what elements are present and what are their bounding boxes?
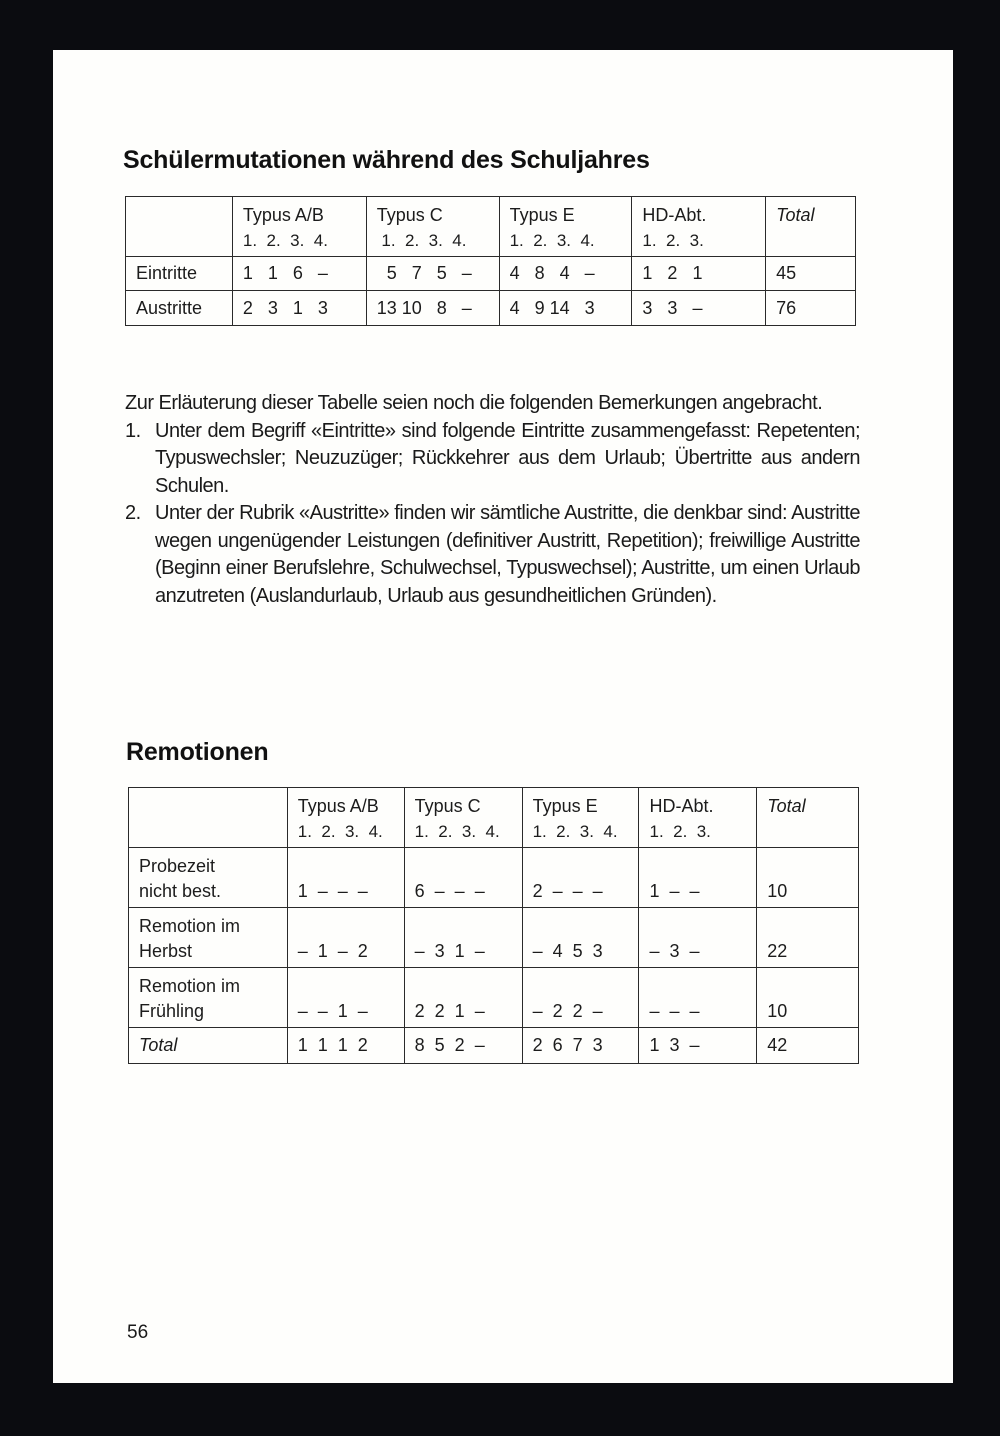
note-item-1 (125, 418, 860, 501)
page-number: 56 (127, 1322, 149, 1343)
cell-value: – 4 5 3 (522, 908, 639, 968)
cell-value: – 3 1 – (404, 908, 522, 968)
cell-value: 1 – – – (287, 848, 404, 908)
cell-value: 2 2 1 – (404, 968, 522, 1028)
cell-total: 22 (757, 908, 859, 968)
remotionen-table (128, 787, 859, 1064)
header-typus-ab (287, 788, 404, 848)
column-sub-label: 1. 2. 3. 4. (532, 822, 618, 841)
column-group-label: Typus C (376, 205, 443, 225)
row-label: Total (129, 1028, 288, 1064)
row-label-line: Probezeit (139, 856, 216, 876)
header-typus-c (366, 197, 499, 257)
note-text: Unter dem Begriff «Eintritte» sind folgende Eintritte zusammengefasst: Repetenten; Typuswechsler; Neuzuzüger; Rückkehrer aus dem Urlaub; Übertritte aus andern Schulen. (155, 419, 860, 497)
cell-value: – – – (639, 968, 757, 1028)
notes-list (125, 418, 860, 611)
column-sub-label: 1. 2. 3. 4. (509, 231, 595, 250)
note-item-2 (125, 500, 860, 610)
column-group-label: Total (776, 205, 815, 225)
row-label: Eintritte (126, 257, 233, 291)
cell-value: 1 3 – (639, 1028, 757, 1064)
cell-value: – 3 – (639, 908, 757, 968)
table-row-probezeit (129, 848, 859, 908)
cell-value: 4 9 14 3 (499, 291, 632, 326)
note-number: 2. (125, 502, 141, 524)
notes-block (125, 390, 860, 610)
column-sub-label: 1. 2. 3. (642, 231, 704, 250)
cell-total: 10 (757, 968, 859, 1028)
row-label-line: Remotion im (139, 976, 241, 996)
cell-value: 6 – – – (404, 848, 522, 908)
cell-value: 2 – – – (522, 848, 639, 908)
table-row-eintritte (126, 257, 856, 291)
cell-total: 10 (757, 848, 859, 908)
column-group-label: Total (767, 796, 806, 816)
cell-value: 2 6 7 3 (522, 1028, 639, 1064)
cell-value: 3 3 – (632, 291, 766, 326)
cell-total: 42 (757, 1028, 859, 1064)
cell-value: 8 5 2 – (404, 1028, 522, 1064)
header-typus-c (404, 788, 522, 848)
cell-value: – 2 2 – (522, 968, 639, 1028)
header-typus-ab (232, 197, 366, 257)
note-number: 1. (125, 419, 141, 442)
column-sub-label: 1. 2. 3. (649, 822, 711, 841)
section-title-schuelermutationen: Schülermutationen während des Schuljahres (123, 146, 650, 174)
cell-value: 1 – – (639, 848, 757, 908)
header-typus-e (499, 197, 632, 257)
cell-value: 13 10 8 – (366, 291, 499, 326)
row-label-line: Herbst (139, 941, 193, 961)
table-row-remotion-herbst (129, 908, 859, 968)
header-total (757, 788, 859, 848)
cell-value: 1 1 6 – (232, 257, 366, 291)
table-row-austritte (126, 291, 856, 326)
column-group-label: HD-Abt. (642, 205, 707, 225)
column-group-label: Typus E (532, 796, 598, 816)
column-group-label: Typus C (414, 796, 481, 816)
header-empty-cell (129, 788, 288, 848)
header-total (766, 197, 856, 257)
cell-value: 2 3 1 3 (232, 291, 366, 326)
cell-value: 1 2 1 (632, 257, 766, 291)
row-label: Austritte (126, 291, 233, 326)
cell-value: 4 8 4 – (499, 257, 632, 291)
column-sub-label: 1. 2. 3. 4. (242, 231, 328, 250)
row-label-line: nicht best. (139, 881, 222, 901)
header-hd-abt (632, 197, 766, 257)
table-header-row (126, 197, 856, 257)
table-header-row (129, 788, 859, 848)
header-typus-e (522, 788, 639, 848)
column-group-label: HD-Abt. (649, 796, 714, 816)
note-text: Unter der Rubrik «Austritte» finden wir sämtliche Austritte, die denkbar sind: Austritte wegen ungenügender Leistungen (definitiver Austritt, Repetition); freiwillige Austritte (Beginn einer Berufslehre, Schulwechsel, Typuswechsel); Austritte, um einen Urlaub anzutreten (Auslandurlaub, Urlaub aus gesundheitlichen Gründen). (155, 502, 860, 607)
row-label (129, 968, 288, 1028)
column-group-label: Typus E (509, 205, 575, 225)
row-label (129, 908, 288, 968)
column-sub-label: 1. 2. 3. 4. (376, 231, 467, 250)
header-hd-abt (639, 788, 757, 848)
cell-value: 1 1 1 2 (287, 1028, 404, 1064)
cell-value: – 1 – 2 (287, 908, 404, 968)
section-title-remotionen: Remotionen (126, 738, 269, 766)
row-label-line: Remotion im (139, 916, 241, 936)
document-page (53, 50, 953, 1383)
column-sub-label: 1. 2. 3. 4. (297, 822, 383, 841)
mutations-table (125, 196, 856, 326)
table-row-remotion-fruehling (129, 968, 859, 1028)
header-empty-cell (126, 197, 233, 257)
column-group-label: Typus A/B (297, 796, 379, 816)
cell-value: 5 7 5 – (366, 257, 499, 291)
row-label (129, 848, 288, 908)
notes-intro: Zur Erläuterung dieser Tabelle seien noch die folgenden Bemerkungen angebracht. (125, 392, 823, 414)
cell-total: 76 (766, 291, 856, 326)
column-sub-label: 1. 2. 3. 4. (414, 822, 500, 841)
row-label-line: Frühling (139, 1001, 205, 1021)
table-row-total (129, 1028, 859, 1064)
cell-total: 45 (766, 257, 856, 291)
column-group-label: Typus A/B (242, 205, 324, 225)
cell-value: – – 1 – (287, 968, 404, 1028)
